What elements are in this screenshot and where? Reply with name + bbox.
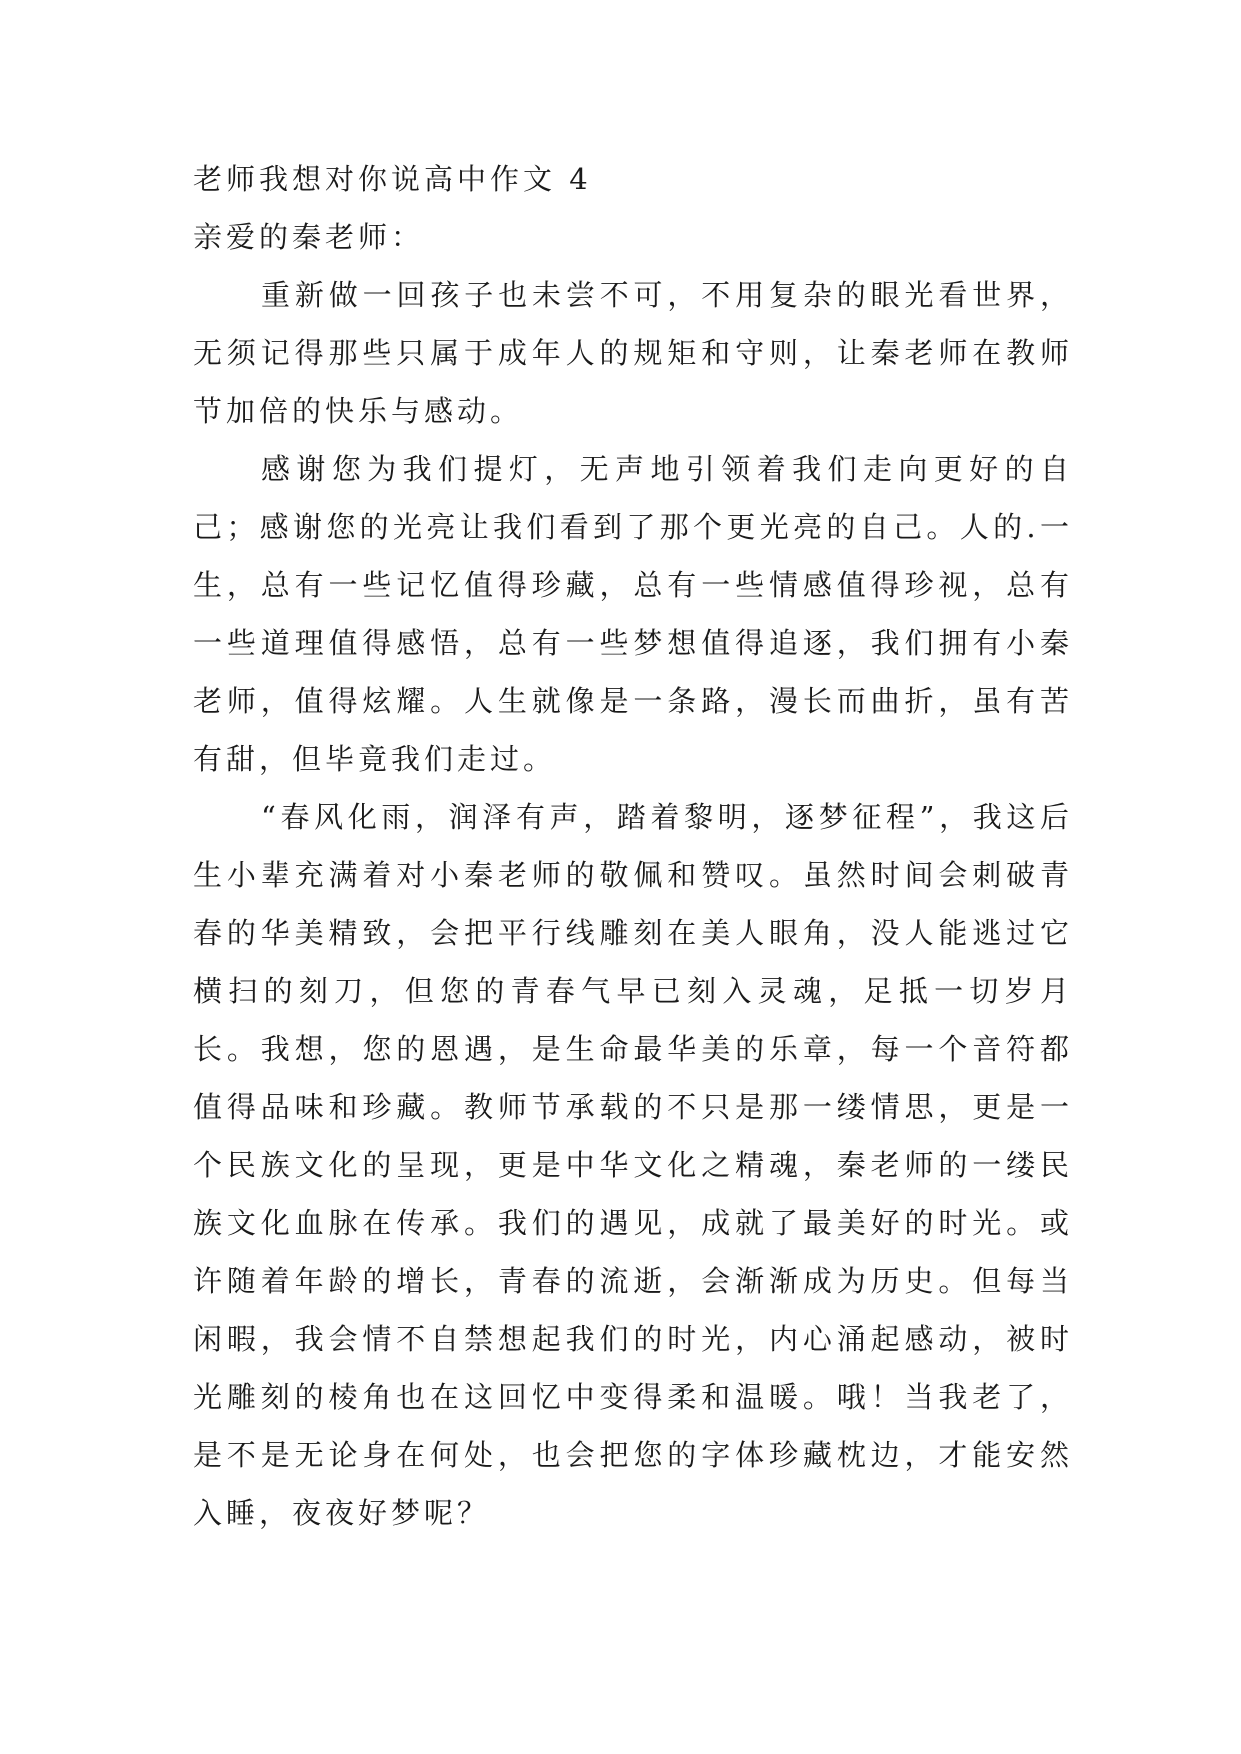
document-body (193, 150, 1073, 1542)
paragraph-1: 重新做一回孩子也未尝不可，不用复杂的眼光看世界，无须记得那些只属于成年人的规矩和守则，让秦老师在教师节加倍的快乐与感动。 (193, 278, 1073, 428)
paragraph-2: 感谢您为我们提灯，无声地引领着我们走向更好的自己；感谢您的光亮让我们看到了那个更光亮的自己。人的.一生，总有一些记忆值得珍藏，总有一些情感值得珍视，总有一些道理值得感悟，总有一些梦想值得追逐，我们拥有小秦老师，值得炫耀。人生就像是一条路，漫长而曲折，虽有苦有甜，但毕竟我们走过。 (193, 452, 1073, 776)
document-title: 老师我想对你说高中作文 4 (193, 162, 592, 196)
salutation: 亲爱的秦老师： (193, 220, 425, 254)
paragraph-3: “春风化雨，润泽有声，踏着黎明，逐梦征程”，我这后生小辈充满着对小秦老师的敬佩和赞叹。虽然时间会刺破青春的华美精致，会把平行线雕刻在美人眼角，没人能逃过它横扫的刻刀，但您的青春气早已刻入灵魂，足抵一切岁月长。我想，您的恩遇，是生命最华美的乐章，每一个音符都值得品味和珍藏。教师节承载的不只是那一缕情思，更是一个民族文化的呈现，更是中华文化之精魂，秦老师的一缕民族文化血脉在传承。我们的遇见，成就了最美好的时光。或许随着年龄的增长，青春的流逝，会渐渐成为历史。但每当闲暇，我会情不自禁想起我们的时光，内心涌起感动，被时光雕刻的棱角也在这回忆中变得柔和温暖。哦！当我老了，是不是无论身在何处，也会把您的字体珍藏枕边，才能安然入睡，夜夜好梦呢？ (193, 800, 1073, 1530)
